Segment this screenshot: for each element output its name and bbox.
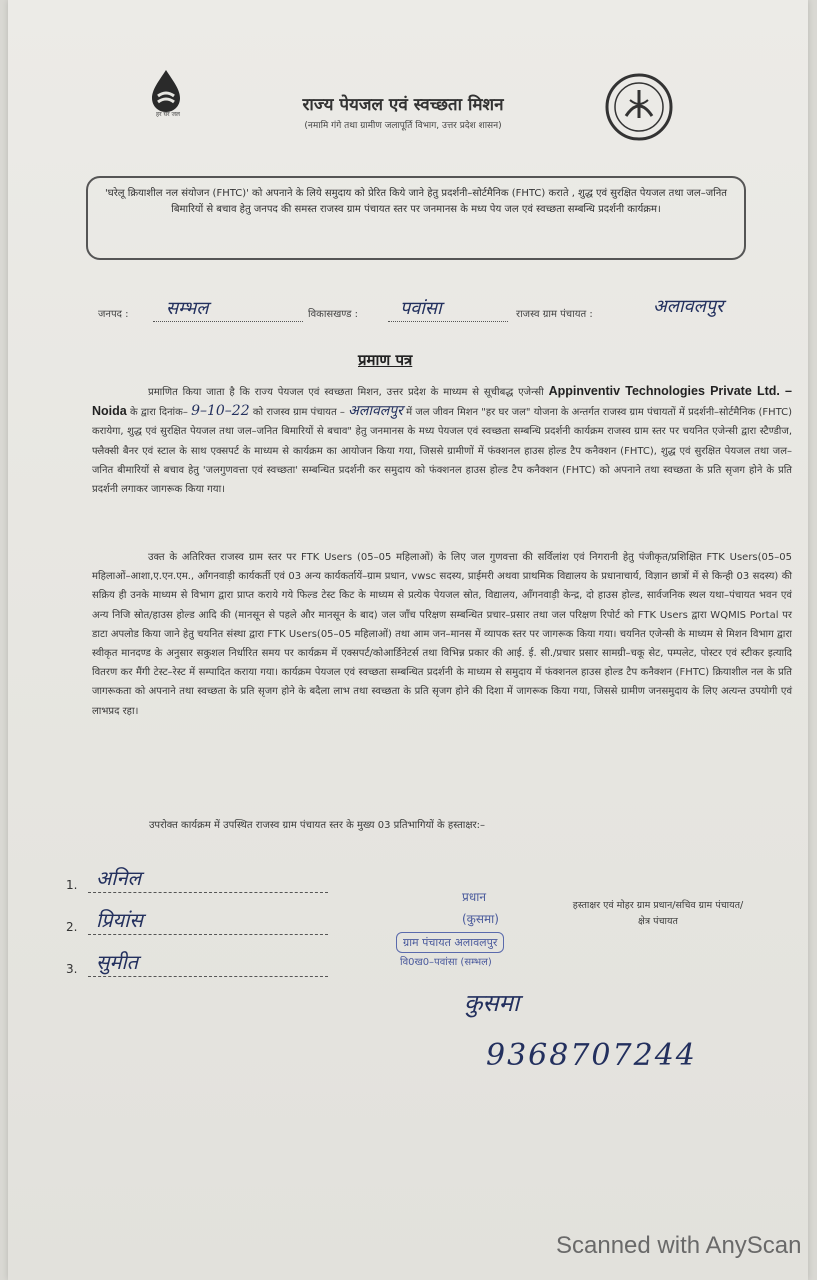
stamp-line-3: ग्राम पंचायत अलावलपुर [396, 932, 504, 953]
village-value: अलावलपुर [653, 296, 724, 317]
org-subtitle: (नमामि गंगे तथा ग्रामीण जलापूर्ति विभाग, उत्तर प्रदेश शासन) [304, 121, 502, 131]
village-label: राजस्व ग्राम पंचायत : [516, 309, 593, 320]
signature-num: 2. [66, 920, 78, 934]
jal-jeevan-logo [138, 66, 198, 126]
scan-watermark: Scanned with AnyScan [556, 1232, 802, 1259]
district-value: सम्भल [166, 298, 209, 319]
p1-part-c: को राजस्व ग्राम पंचायत – [252, 407, 345, 419]
event-date: 9–10–22 [191, 403, 250, 420]
paragraph-2: उक्त के अतिरिक्त राजस्व ग्राम स्तर पर FTK Users (05–05 महिलाओं) के लिए जल गुणवत्ता की सर्विलांश एवं निगरानी हेतु पंजीकृत/प्रशिक्षित FTK Users(05–05 महिलाओं–आशा,ए.एन.एम., आँगनवाड़ी कार्यकर्ती एवं 03 अन्य कार्यकर्तायें–ग्राम प्रधान, vwsc सदस्य, प्राईमरी अथवा प्राथमिक विद्यालय के प्रधानाचार्य, विज्ञान छात्रों में से किन्ही 03 सदस्य) की सक्रिय ही उनके माध्यम से विभाग द्वारा प्राप्त कराये गये फिल्ड टेस्ट किट के माध्यम से प्रत्येक पेयजल स्रोत, विद्यालय, आँगनवाड़ी केन्द्र, दो हाउस होल्ड, सार्वजनिक स्थल यथा–पंचायत भवन एवं अन्य निजि स्रोत/हाउस होल्ड आदि की (मानसून से पहले और मानसून के बाद) जल जाँच परिक्षण सम्बन्धित प्रचार–प्रसार तथा जल परिक्षण रिपोर्ट को FTK Users द्वारा WQMIS Portal पर डाटा अपलोड किया जाने हेतु चयनित संस्था द्वारा FTK Users(05–05 महिलाओं) तथा आम जन–मानस में व्यापक स्तर पर जागरूक किया गया। चयनित एजेन्सी के माध्यम से मिशन विभाग द्वारा स्वीकृत मानदण्ड के अनुसार सकुशल निर्धारित समय पर कार्यक्रम में एक्सपर्ट/कोआर्डिनेटर्स तथा विभिन्न प्रकार की आई. ई. सी./प्रचार प्रसार सामग्री–चकू सेट, पम्पलेट, पोस्टर एवं स्टीकर इत्यादि वितरण कर मैंगी टेस्ट–रेस्ट में सम्पादित कराया गया। कार्यक्रम पेयजल एवं स्वच्छता सम्बन्धित प्रदर्शनी के माध्यम से समुदाय में फंक्शनल हाउस होल्ड टैप कनैक्शन (FHTC) क्रियाशील नल के प्रति जागरूकता को अपनाने तथा स्वच्छता के प्रति सृजग होने के बदैला लाभ तथा स्वच्छता के प्रति सृजग होने की दिशा में जागरूक किया गया, जिससे ग्रामीण जनसमुदाय के लिए अत्यन्त उपयोगी एवं लाभप्रद रहा। [92, 552, 792, 717]
p1-part-b: के द्वारा दिनांक– [129, 407, 188, 419]
phone-number: 9368707244 [486, 1038, 697, 1073]
signature-intro: उपरोक्त कार्यक्रम में उपस्थित राजस्व ग्राम पंचायत स्तर के मुख्य 03 प्रतिभागियों के हस्ताक्षर:– [148, 820, 486, 831]
subject-box: 'घरेलू क्रियाशील नल संयोजन (FHTC)' को अपनाने के लिये समुदाय को प्रेरित किये जाने हेतु प्रदर्शनी–सोर्टमैनिक (FHTC) कराते , शुद्ध एवं सुरक्षित पेयजल तथा जल–जनित बिमारियों से बचाव हेतु जनपद की समस्त राजस्व ग्राम पंचायत स्तर पर जनमानस के मध्य पेय जल एवं स्वच्छता सम्बन्धि प्रदर्शनी कार्यक्रम। [86, 176, 746, 260]
signature-num: 3. [66, 962, 78, 976]
pradhan-signature: कुसमा [464, 989, 520, 1017]
block-value: पवांसा [400, 298, 442, 319]
village-inline: अलावलपुर [348, 403, 403, 420]
signature-dashline [88, 892, 328, 893]
signature-dashline [88, 934, 328, 935]
district-dotline [153, 320, 303, 322]
up-emblem [604, 72, 674, 142]
signature-name: प्रियांस [96, 908, 143, 932]
logo-caption: हर घर जल [156, 111, 180, 118]
block-label: विकासखण्ड : [308, 309, 359, 320]
signature-name: सुमीत [96, 950, 139, 974]
stamp-line-1: प्रधान [462, 890, 486, 904]
signature-name: अनिल [96, 866, 142, 890]
org-title: राज्य पेयजल एवं स्वच्छता मिशन [302, 95, 504, 115]
block-dotline [388, 320, 508, 322]
signature-dashline [88, 976, 328, 977]
p1-part-a: प्रमाणित किया जाता है कि राज्य पेयजल एवं स्वच्छता मिशन, उत्तर प्रदेश के माध्यम से सूचीबद्ध एजेन्सी [148, 387, 544, 398]
stamp-line-4: वि0ख0–पवांसा (सम्भल) [400, 957, 492, 968]
agency-name: Appinventiv Technologies Private Ltd. – Noida [92, 384, 792, 419]
state-seal-icon [604, 72, 674, 142]
official-signature-caption: हस्ताक्षर एवं मोहर ग्राम प्रधान/सचिव ग्राम पंचायत/ क्षेत्र पंचायत [572, 900, 744, 927]
signature-num: 1. [66, 878, 78, 892]
document-page [8, 0, 808, 1280]
paragraph-1 [92, 382, 792, 499]
p1-part-d: में जल जीवन मिशन "हर घर जल" योजना के अन्तर्गत राजस्व ग्राम पंचायतों में प्रदर्शनी–सोर्टमैनिक (FHTC) करायेगा, शुद्ध एवं सुरक्षित पेयजल तथा जल–जनित बिमारियों से बचाव" हेतु जनमानस के मध्य पेयजल एवं स्वच्छता सम्बन्धि प्रदर्शनी कार्यक्रम राजस्व ग्राम स्तर पर चयनित एजेन्सी द्वारा स्टैण्डीज, फ्लैक्सी बैनर एवं स्टाल के साथ एक्सपर्ट के माध्यम से कार्यक्रम का आयोजन किया गया, जिससे ग्रामीणों में फंक्शनल हाउस होल्ड टैप कनैक्शन (FHTC), शुद्ध एवं सुरक्षित पेयजल तथा जल–जनित बीमारियों से बचाव हेतु 'जलगुणवत्ता एवं स्वच्छता' सम्बन्धित प्रदर्शनी कर समुदाय को फंक्शनल हाउस होल्ड टैप कनैक्शन (FHTC) को अपनाने तथा स्वच्छता के प्रति सृजग होने के प्रति प्रदर्शनी लगाकर जागरूक किया गया। [92, 407, 793, 496]
certificate-title: प्रमाण पत्र [358, 351, 413, 369]
district-label: जनपद : [98, 309, 129, 320]
pradhan-stamp [396, 888, 582, 970]
stamp-line-2: (कुसमा) [462, 912, 499, 926]
